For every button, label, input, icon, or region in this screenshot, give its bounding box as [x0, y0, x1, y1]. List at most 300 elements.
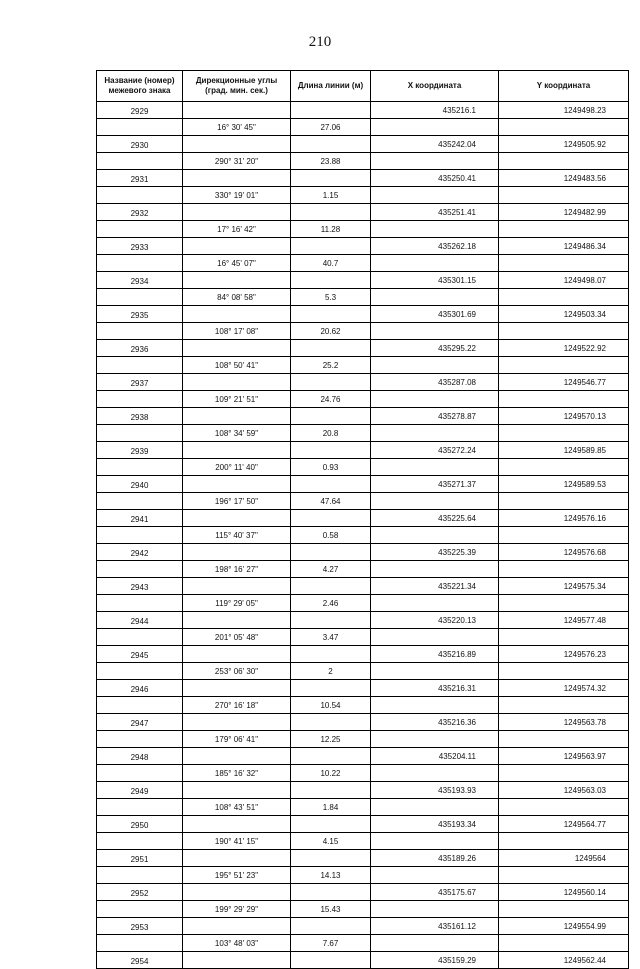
point-row	[97, 612, 629, 629]
segment-row	[97, 663, 629, 680]
empty-cell	[183, 510, 291, 527]
line-length: 10.54	[291, 697, 371, 714]
segment-row	[97, 731, 629, 748]
y-coordinate: 1249483.56	[499, 170, 629, 187]
direction-angle: 190° 41' 15"	[183, 833, 291, 850]
point-name: 2950	[97, 816, 183, 833]
empty-cell	[499, 153, 629, 170]
y-coordinate: 1249589.85	[499, 442, 629, 459]
y-coordinate: 1249575.34	[499, 578, 629, 595]
empty-cell	[291, 680, 371, 697]
empty-cell	[291, 204, 371, 221]
y-coordinate: 1249498.23	[499, 102, 629, 119]
empty-cell	[97, 187, 183, 204]
point-row	[97, 408, 629, 425]
empty-cell	[499, 391, 629, 408]
line-length: 2	[291, 663, 371, 680]
y-coordinate: 1249576.23	[499, 646, 629, 663]
point-row	[97, 952, 629, 969]
empty-cell	[499, 901, 629, 918]
x-coordinate: 435262.18	[371, 238, 499, 255]
segment-row	[97, 697, 629, 714]
y-coordinate: 1249576.68	[499, 544, 629, 561]
empty-cell	[183, 340, 291, 357]
point-name: 2933	[97, 238, 183, 255]
empty-cell	[371, 901, 499, 918]
empty-cell	[291, 476, 371, 493]
direction-angle: 330° 19' 01"	[183, 187, 291, 204]
x-coordinate: 435250.41	[371, 170, 499, 187]
empty-cell	[97, 833, 183, 850]
y-coordinate: 1249560.14	[499, 884, 629, 901]
point-name: 2940	[97, 476, 183, 493]
table-header-row	[97, 71, 629, 102]
empty-cell	[291, 374, 371, 391]
segment-row	[97, 289, 629, 306]
line-length: 15.43	[291, 901, 371, 918]
empty-cell	[291, 510, 371, 527]
x-coordinate: 435216.1	[371, 102, 499, 119]
y-coordinate: 1249486.34	[499, 238, 629, 255]
empty-cell	[183, 238, 291, 255]
line-length: 25.2	[291, 357, 371, 374]
empty-cell	[183, 136, 291, 153]
empty-cell	[499, 493, 629, 510]
empty-cell	[371, 527, 499, 544]
empty-cell	[499, 425, 629, 442]
x-coordinate: 435161.12	[371, 918, 499, 935]
empty-cell	[499, 731, 629, 748]
boundary-coordinates-table	[96, 70, 629, 969]
point-row	[97, 510, 629, 527]
point-row	[97, 204, 629, 221]
y-coordinate: 1249563.78	[499, 714, 629, 731]
empty-cell	[499, 221, 629, 238]
point-row	[97, 884, 629, 901]
point-row	[97, 442, 629, 459]
segment-row	[97, 187, 629, 204]
y-coordinate: 1249577.48	[499, 612, 629, 629]
direction-angle: 290° 31' 20"	[183, 153, 291, 170]
empty-cell	[183, 306, 291, 323]
empty-cell	[183, 782, 291, 799]
line-length: 24.76	[291, 391, 371, 408]
empty-cell	[183, 544, 291, 561]
direction-angle: 199° 29' 29"	[183, 901, 291, 918]
x-coordinate: 435242.04	[371, 136, 499, 153]
line-length: 4.15	[291, 833, 371, 850]
empty-cell	[499, 595, 629, 612]
empty-cell	[97, 561, 183, 578]
empty-cell	[291, 714, 371, 731]
point-name: 2942	[97, 544, 183, 561]
x-coordinate: 435193.93	[371, 782, 499, 799]
point-row	[97, 136, 629, 153]
empty-cell	[183, 272, 291, 289]
header-point-name: Название (номер) межевого знака	[97, 71, 183, 102]
segment-row	[97, 833, 629, 850]
empty-cell	[371, 833, 499, 850]
direction-angle: 185° 16' 32"	[183, 765, 291, 782]
empty-cell	[97, 119, 183, 136]
empty-cell	[97, 901, 183, 918]
empty-cell	[371, 731, 499, 748]
segment-row	[97, 153, 629, 170]
empty-cell	[371, 153, 499, 170]
line-length: 23.88	[291, 153, 371, 170]
point-name: 2952	[97, 884, 183, 901]
line-length: 0.58	[291, 527, 371, 544]
empty-cell	[371, 221, 499, 238]
x-coordinate: 435272.24	[371, 442, 499, 459]
empty-cell	[291, 102, 371, 119]
empty-cell	[183, 714, 291, 731]
empty-cell	[183, 476, 291, 493]
empty-cell	[183, 578, 291, 595]
empty-cell	[371, 561, 499, 578]
segment-row	[97, 901, 629, 918]
line-length: 11.28	[291, 221, 371, 238]
direction-angle: 253° 06' 30"	[183, 663, 291, 680]
empty-cell	[499, 629, 629, 646]
empty-cell	[371, 357, 499, 374]
empty-cell	[97, 765, 183, 782]
segment-row	[97, 425, 629, 442]
empty-cell	[291, 612, 371, 629]
empty-cell	[183, 204, 291, 221]
empty-cell	[371, 867, 499, 884]
table-body	[97, 102, 629, 969]
point-row	[97, 476, 629, 493]
point-name: 2935	[97, 306, 183, 323]
empty-cell	[371, 799, 499, 816]
point-row	[97, 306, 629, 323]
point-name: 2944	[97, 612, 183, 629]
direction-angle: 16° 45' 07"	[183, 255, 291, 272]
direction-angle: 103° 48' 03"	[183, 935, 291, 952]
segment-row	[97, 391, 629, 408]
empty-cell	[183, 816, 291, 833]
line-length: 20.62	[291, 323, 371, 340]
empty-cell	[371, 663, 499, 680]
point-name: 2948	[97, 748, 183, 765]
empty-cell	[183, 918, 291, 935]
header-x-coordinate: X координата	[371, 71, 499, 102]
line-length: 12.25	[291, 731, 371, 748]
empty-cell	[371, 187, 499, 204]
empty-cell	[371, 493, 499, 510]
x-coordinate: 435216.89	[371, 646, 499, 663]
x-coordinate: 435193.34	[371, 816, 499, 833]
x-coordinate: 435295.22	[371, 340, 499, 357]
point-name: 2941	[97, 510, 183, 527]
x-coordinate: 435301.69	[371, 306, 499, 323]
empty-cell	[371, 629, 499, 646]
x-coordinate: 435189.26	[371, 850, 499, 867]
empty-cell	[291, 544, 371, 561]
x-coordinate: 435216.36	[371, 714, 499, 731]
y-coordinate: 1249574.32	[499, 680, 629, 697]
y-coordinate: 1249505.92	[499, 136, 629, 153]
direction-angle: 108° 17' 08"	[183, 323, 291, 340]
empty-cell	[499, 119, 629, 136]
header-direction-angle: Дирекционные углы (град. мин. сек.)	[183, 71, 291, 102]
empty-cell	[183, 884, 291, 901]
empty-cell	[97, 595, 183, 612]
segment-row	[97, 765, 629, 782]
direction-angle: 108° 43' 51"	[183, 799, 291, 816]
line-length: 20.8	[291, 425, 371, 442]
y-coordinate: 1249554.99	[499, 918, 629, 935]
point-name: 2936	[97, 340, 183, 357]
empty-cell	[499, 527, 629, 544]
empty-cell	[371, 391, 499, 408]
empty-cell	[499, 799, 629, 816]
empty-cell	[291, 850, 371, 867]
point-name: 2947	[97, 714, 183, 731]
line-length: 4.27	[291, 561, 371, 578]
line-length: 2.46	[291, 595, 371, 612]
empty-cell	[291, 408, 371, 425]
point-name: 2937	[97, 374, 183, 391]
direction-angle: 198° 16' 27"	[183, 561, 291, 578]
empty-cell	[97, 391, 183, 408]
x-coordinate: 435287.08	[371, 374, 499, 391]
empty-cell	[97, 289, 183, 306]
empty-cell	[291, 816, 371, 833]
segment-row	[97, 119, 629, 136]
y-coordinate: 1249498.07	[499, 272, 629, 289]
empty-cell	[371, 119, 499, 136]
empty-cell	[371, 459, 499, 476]
empty-cell	[499, 833, 629, 850]
x-coordinate: 435301.15	[371, 272, 499, 289]
point-name: 2949	[97, 782, 183, 799]
empty-cell	[183, 748, 291, 765]
point-name: 2945	[97, 646, 183, 663]
point-name: 2951	[97, 850, 183, 867]
segment-row	[97, 799, 629, 816]
empty-cell	[371, 595, 499, 612]
y-coordinate: 1249563.03	[499, 782, 629, 799]
point-row	[97, 646, 629, 663]
point-name: 2929	[97, 102, 183, 119]
y-coordinate: 1249522.92	[499, 340, 629, 357]
empty-cell	[291, 918, 371, 935]
direction-angle: 270° 16' 18"	[183, 697, 291, 714]
segment-row	[97, 867, 629, 884]
direction-angle: 200° 11' 40"	[183, 459, 291, 476]
direction-angle: 119° 29' 05"	[183, 595, 291, 612]
segment-row	[97, 357, 629, 374]
empty-cell	[291, 306, 371, 323]
empty-cell	[291, 782, 371, 799]
empty-cell	[499, 289, 629, 306]
empty-cell	[499, 187, 629, 204]
segment-row	[97, 935, 629, 952]
empty-cell	[499, 935, 629, 952]
empty-cell	[183, 374, 291, 391]
segment-row	[97, 493, 629, 510]
x-coordinate: 435204.11	[371, 748, 499, 765]
point-row	[97, 918, 629, 935]
line-length: 47.64	[291, 493, 371, 510]
point-row	[97, 374, 629, 391]
point-row	[97, 680, 629, 697]
page-number: 210	[308, 34, 332, 50]
empty-cell	[97, 425, 183, 442]
direction-angle: 84° 08' 58"	[183, 289, 291, 306]
x-coordinate: 435225.64	[371, 510, 499, 527]
point-name: 2938	[97, 408, 183, 425]
x-coordinate: 435216.31	[371, 680, 499, 697]
segment-row	[97, 527, 629, 544]
empty-cell	[97, 697, 183, 714]
empty-cell	[97, 629, 183, 646]
empty-cell	[291, 578, 371, 595]
y-coordinate: 1249570.13	[499, 408, 629, 425]
point-name: 2930	[97, 136, 183, 153]
empty-cell	[183, 612, 291, 629]
y-coordinate: 1249546.77	[499, 374, 629, 391]
empty-cell	[97, 527, 183, 544]
x-coordinate: 435221.34	[371, 578, 499, 595]
segment-row	[97, 255, 629, 272]
empty-cell	[371, 255, 499, 272]
point-name: 2943	[97, 578, 183, 595]
direction-angle: 115° 40' 37"	[183, 527, 291, 544]
empty-cell	[183, 952, 291, 969]
empty-cell	[291, 170, 371, 187]
line-length: 10.22	[291, 765, 371, 782]
direction-angle: 17° 16' 42"	[183, 221, 291, 238]
empty-cell	[97, 867, 183, 884]
empty-cell	[183, 850, 291, 867]
empty-cell	[97, 255, 183, 272]
empty-cell	[499, 867, 629, 884]
direction-angle: 196° 17' 50"	[183, 493, 291, 510]
y-coordinate: 1249589.53	[499, 476, 629, 493]
x-coordinate: 435175.67	[371, 884, 499, 901]
point-row	[97, 748, 629, 765]
point-name: 2931	[97, 170, 183, 187]
point-name: 2932	[97, 204, 183, 221]
empty-cell	[371, 323, 499, 340]
segment-row	[97, 459, 629, 476]
point-row	[97, 102, 629, 119]
point-row	[97, 850, 629, 867]
empty-cell	[97, 799, 183, 816]
empty-cell	[291, 136, 371, 153]
segment-row	[97, 221, 629, 238]
segment-row	[97, 595, 629, 612]
empty-cell	[291, 952, 371, 969]
direction-angle: 195° 51' 23"	[183, 867, 291, 884]
empty-cell	[499, 561, 629, 578]
point-row	[97, 714, 629, 731]
empty-cell	[499, 459, 629, 476]
empty-cell	[291, 646, 371, 663]
direction-angle: 16° 30' 45"	[183, 119, 291, 136]
point-row	[97, 170, 629, 187]
x-coordinate: 435271.37	[371, 476, 499, 493]
point-row	[97, 544, 629, 561]
y-coordinate: 1249503.34	[499, 306, 629, 323]
empty-cell	[97, 731, 183, 748]
line-length: 3.47	[291, 629, 371, 646]
empty-cell	[97, 935, 183, 952]
line-length: 14.13	[291, 867, 371, 884]
empty-cell	[499, 323, 629, 340]
empty-cell	[291, 884, 371, 901]
x-coordinate: 435159.29	[371, 952, 499, 969]
point-row	[97, 578, 629, 595]
line-length: 40.7	[291, 255, 371, 272]
point-name: 2939	[97, 442, 183, 459]
empty-cell	[183, 170, 291, 187]
empty-cell	[371, 697, 499, 714]
empty-cell	[97, 663, 183, 680]
empty-cell	[183, 442, 291, 459]
empty-cell	[291, 272, 371, 289]
header-line-length: Длина линии (м)	[291, 71, 371, 102]
empty-cell	[183, 408, 291, 425]
line-length: 1.84	[291, 799, 371, 816]
empty-cell	[97, 153, 183, 170]
y-coordinate: 1249564.77	[499, 816, 629, 833]
header-y-coordinate: Y координата	[499, 71, 629, 102]
empty-cell	[291, 442, 371, 459]
x-coordinate: 435278.87	[371, 408, 499, 425]
y-coordinate: 1249576.16	[499, 510, 629, 527]
empty-cell	[371, 289, 499, 306]
empty-cell	[499, 357, 629, 374]
segment-row	[97, 629, 629, 646]
empty-cell	[371, 765, 499, 782]
x-coordinate: 435220.13	[371, 612, 499, 629]
point-name: 2946	[97, 680, 183, 697]
point-name: 2954	[97, 952, 183, 969]
empty-cell	[97, 459, 183, 476]
empty-cell	[97, 221, 183, 238]
empty-cell	[499, 663, 629, 680]
empty-cell	[291, 340, 371, 357]
direction-angle: 108° 50' 41"	[183, 357, 291, 374]
line-length: 27.06	[291, 119, 371, 136]
segment-row	[97, 561, 629, 578]
y-coordinate: 1249482.99	[499, 204, 629, 221]
empty-cell	[97, 357, 183, 374]
empty-cell	[499, 697, 629, 714]
point-name: 2934	[97, 272, 183, 289]
point-name: 2953	[97, 918, 183, 935]
empty-cell	[499, 255, 629, 272]
y-coordinate: 1249563.97	[499, 748, 629, 765]
direction-angle: 108° 34' 59"	[183, 425, 291, 442]
line-length: 1.15	[291, 187, 371, 204]
point-row	[97, 816, 629, 833]
empty-cell	[183, 646, 291, 663]
direction-angle: 201° 05' 48"	[183, 629, 291, 646]
empty-cell	[97, 323, 183, 340]
y-coordinate: 1249562.44	[499, 952, 629, 969]
x-coordinate: 435225.39	[371, 544, 499, 561]
point-row	[97, 340, 629, 357]
point-row	[97, 272, 629, 289]
direction-angle: 179° 06' 41"	[183, 731, 291, 748]
x-coordinate: 435251.41	[371, 204, 499, 221]
direction-angle: 109° 21' 51"	[183, 391, 291, 408]
